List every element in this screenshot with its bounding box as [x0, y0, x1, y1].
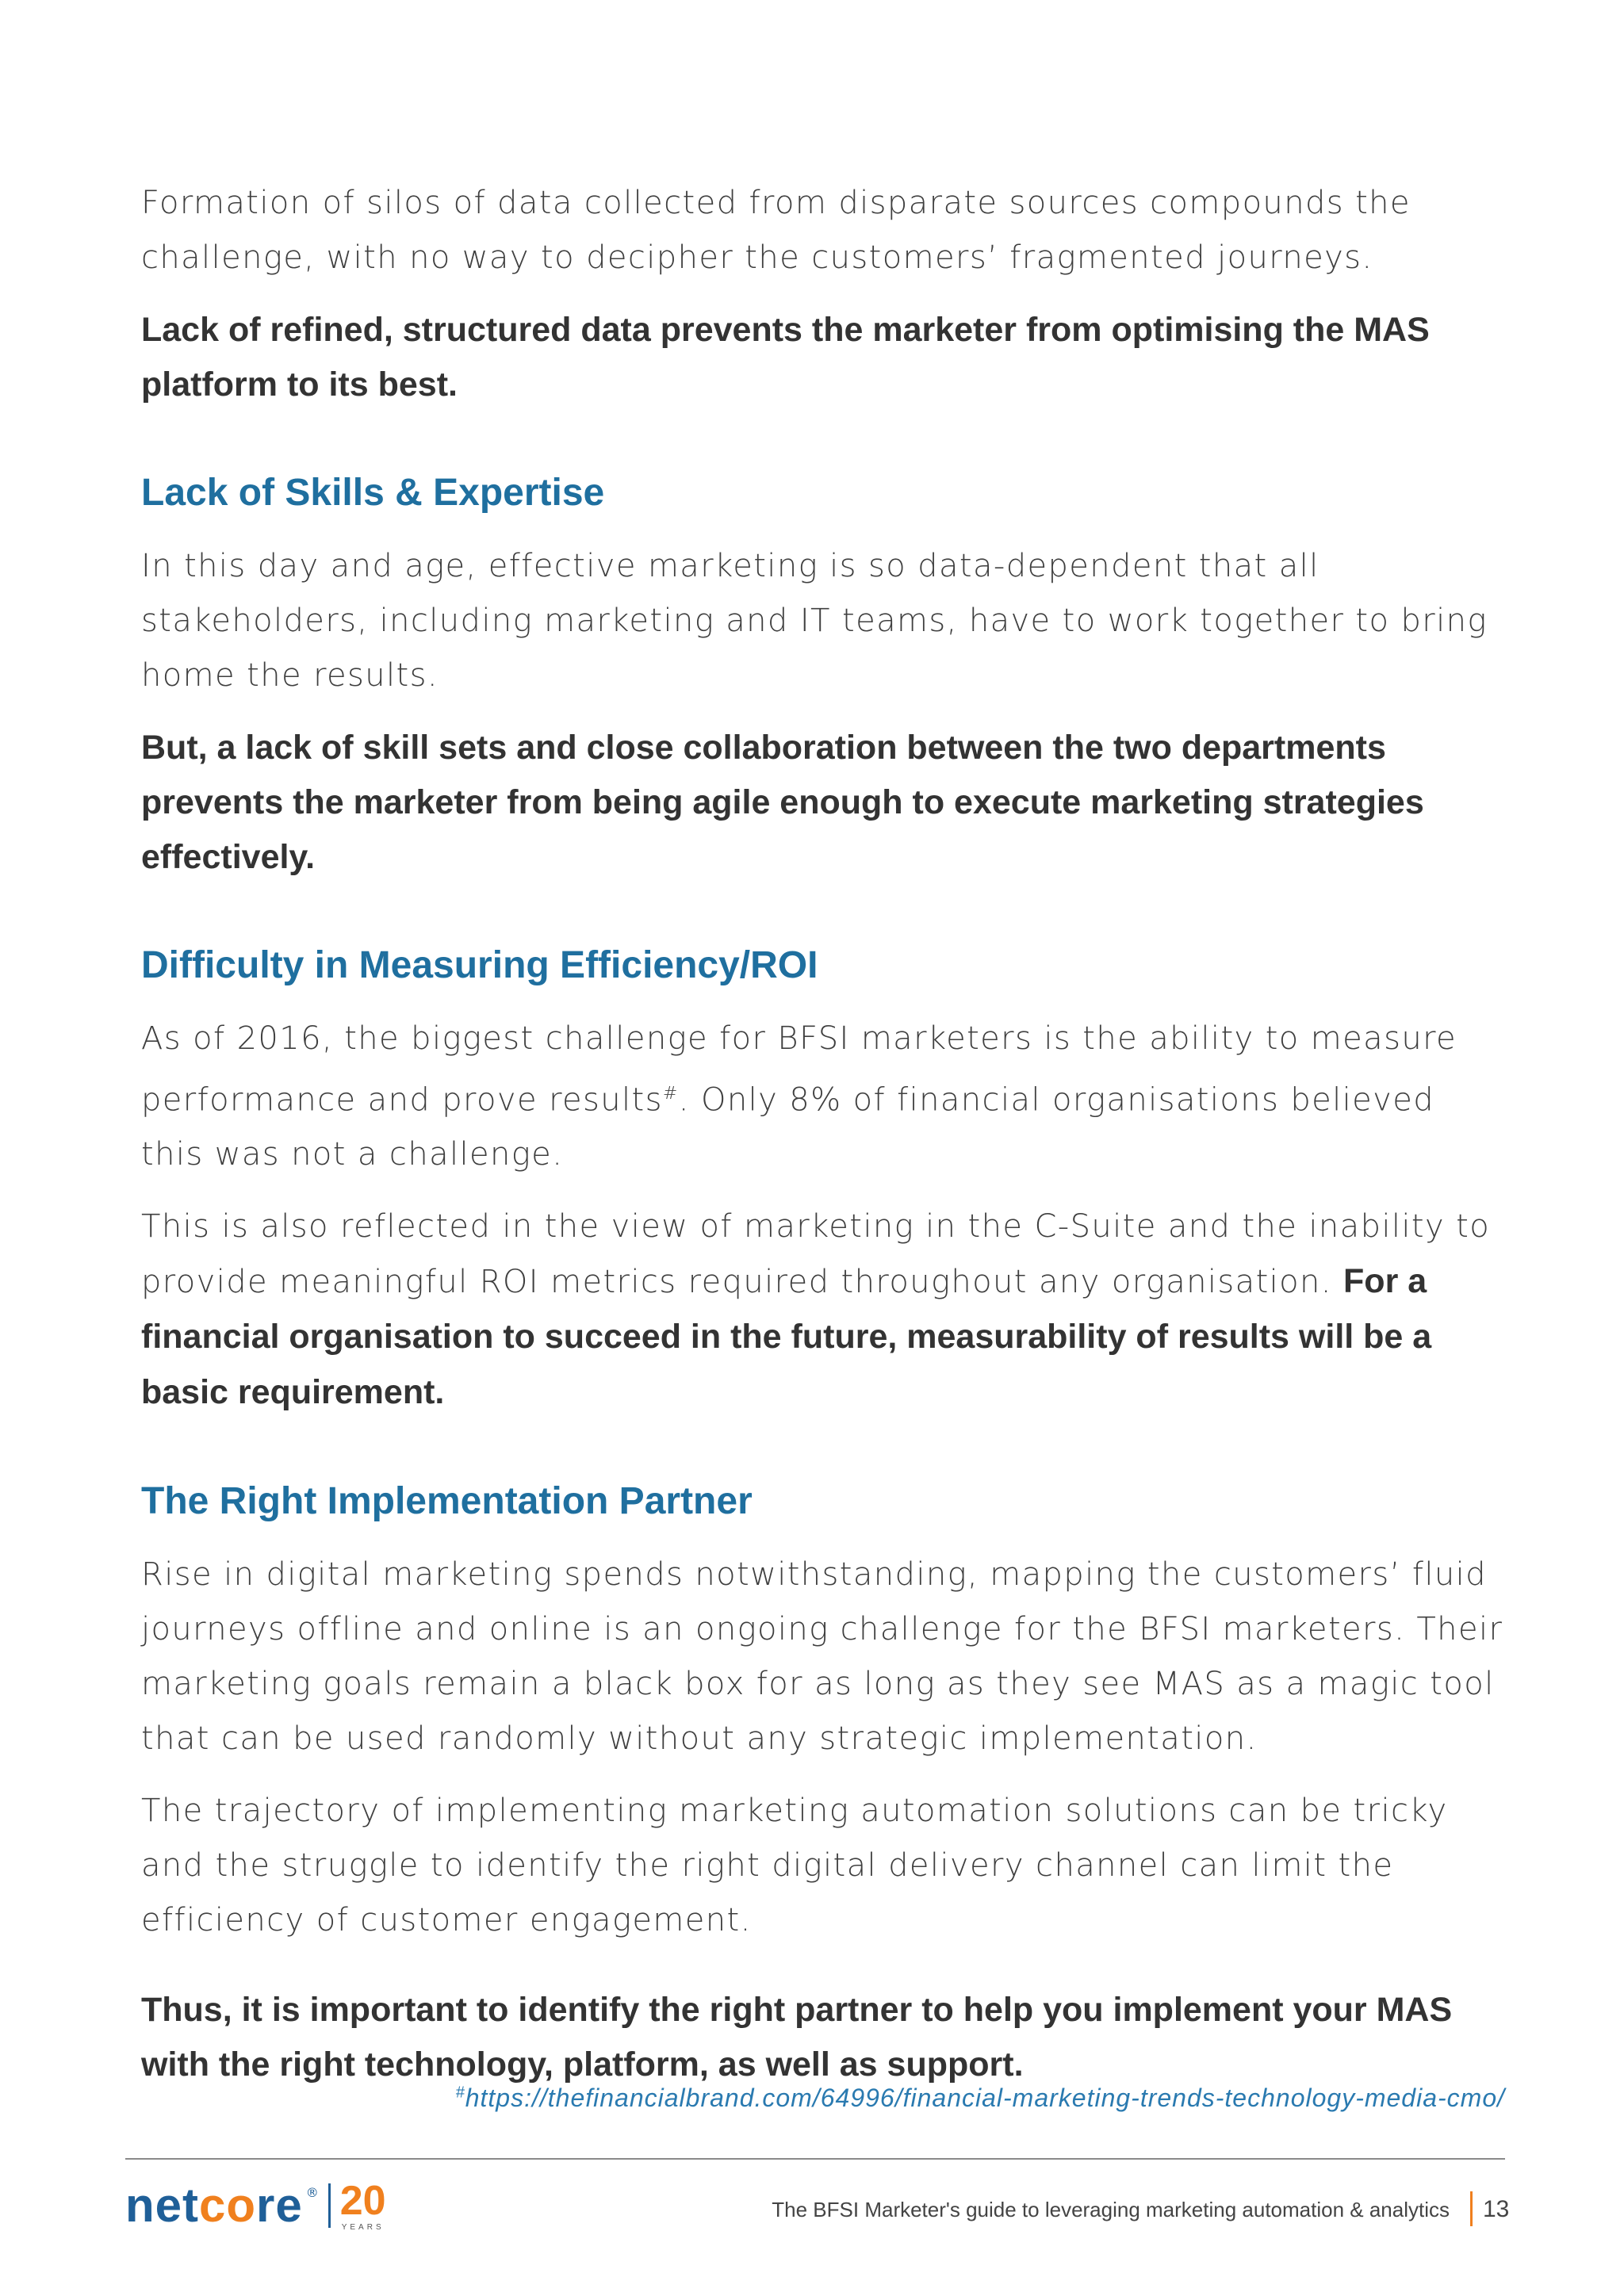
- intro-paragraph-1: Formation of silos of data collected from disparate sources compounds the challenge, with no way to decipher the customers’ fragmented journeys.: [141, 185, 1411, 276]
- logo-divider: [328, 2183, 331, 2228]
- logo-text-net: net: [125, 2179, 199, 2232]
- logo-20-years: [339, 2178, 386, 2232]
- page-number: 13: [1483, 2196, 1510, 2222]
- skills-paragraph-2-bold: But, a lack of skill sets and close collaboration between the two departments prevents the marketer from being agile enough to execute marketing strategies effectively.: [141, 729, 1424, 876]
- roi-paragraph-1: [141, 1012, 1505, 1182]
- skills-paragraph-1: In this day and age, effective marketing is so data-dependent that all stakeholders, including marketing and IT teams, have to work together to bring home the results.: [141, 548, 1488, 694]
- partner-paragraph-1: Rise in digital marketing spends notwithstanding, mapping the customers’ fluid journeys offline and online is an ongoing challenge for the BFSI marketers. Their marketing goals remain a black box for as long as they see MAS as a magic tool that can be used randomly without any strategic implementation.: [141, 1556, 1503, 1758]
- partner-paragraph-2: The trajectory of implementing marketing automation solutions can be tricky and the struggle to identify the right digital delivery channel can limit the efficiency of customer engagement.: [141, 1793, 1448, 1939]
- logo-text-re: re: [256, 2179, 303, 2232]
- logo-wordmark: [125, 2179, 303, 2232]
- intro-paragraph-2-bold: Lack of refined, structured data prevents the marketer from optimising the MAS platform to its best.: [141, 311, 1430, 404]
- roi-paragraph-2: [141, 1200, 1505, 1421]
- netcore-logo: [125, 2178, 386, 2232]
- logo-20-number: 20: [339, 2178, 386, 2224]
- logo-text-co: co: [199, 2179, 257, 2232]
- page-content: [141, 176, 1505, 2110]
- roi-p1-text-a: As of 2016, the biggest challenge for BFSI marketers is the ability to measure performance and prove results: [141, 1020, 1457, 1119]
- footnote-link[interactable]: [456, 2084, 1505, 2113]
- logo-years-label: YEARS: [341, 2223, 385, 2232]
- section-heading-skills: Lack of Skills & Expertise: [141, 472, 605, 514]
- footer-document-title: The BFSI Marketer's guide to leveraging marketing automation & analytics: [772, 2198, 1450, 2221]
- section-heading-partner: The Right Implementation Partner: [141, 1480, 753, 1523]
- footer-divider: [125, 2158, 1505, 2160]
- roi-p2-bold: For a financial organisation to succeed in the future, measurability of results will be a basic requirement.: [141, 1262, 1432, 1412]
- section-heading-roi: Difficulty in Measuring Efficiency/ROI: [141, 944, 818, 986]
- footnote-mark: #: [455, 2084, 465, 2102]
- logo-registered-mark: ®: [305, 2185, 319, 2200]
- footnote-marker: #: [662, 1084, 679, 1104]
- partner-paragraph-3-bold: Thus, it is important to identify the right partner to help you implement your MAS with the right technology, platform, as well as support.: [141, 1991, 1453, 2084]
- footer-page-separator: [1470, 2191, 1473, 2226]
- roi-p2-text: This is also reflected in the view of marketing in the C-Suite and the inability to provide meaningful ROI metrics required throughout any organisation.: [141, 1208, 1491, 1301]
- roi-p1-text-b: . Only 8% of financial organisations believed this was not a challenge.: [141, 1081, 1435, 1173]
- footnote-url[interactable]: https://thefinancialbrand.com/64996/financial-marketing-trends-technology-media-cmo/: [465, 2084, 1505, 2112]
